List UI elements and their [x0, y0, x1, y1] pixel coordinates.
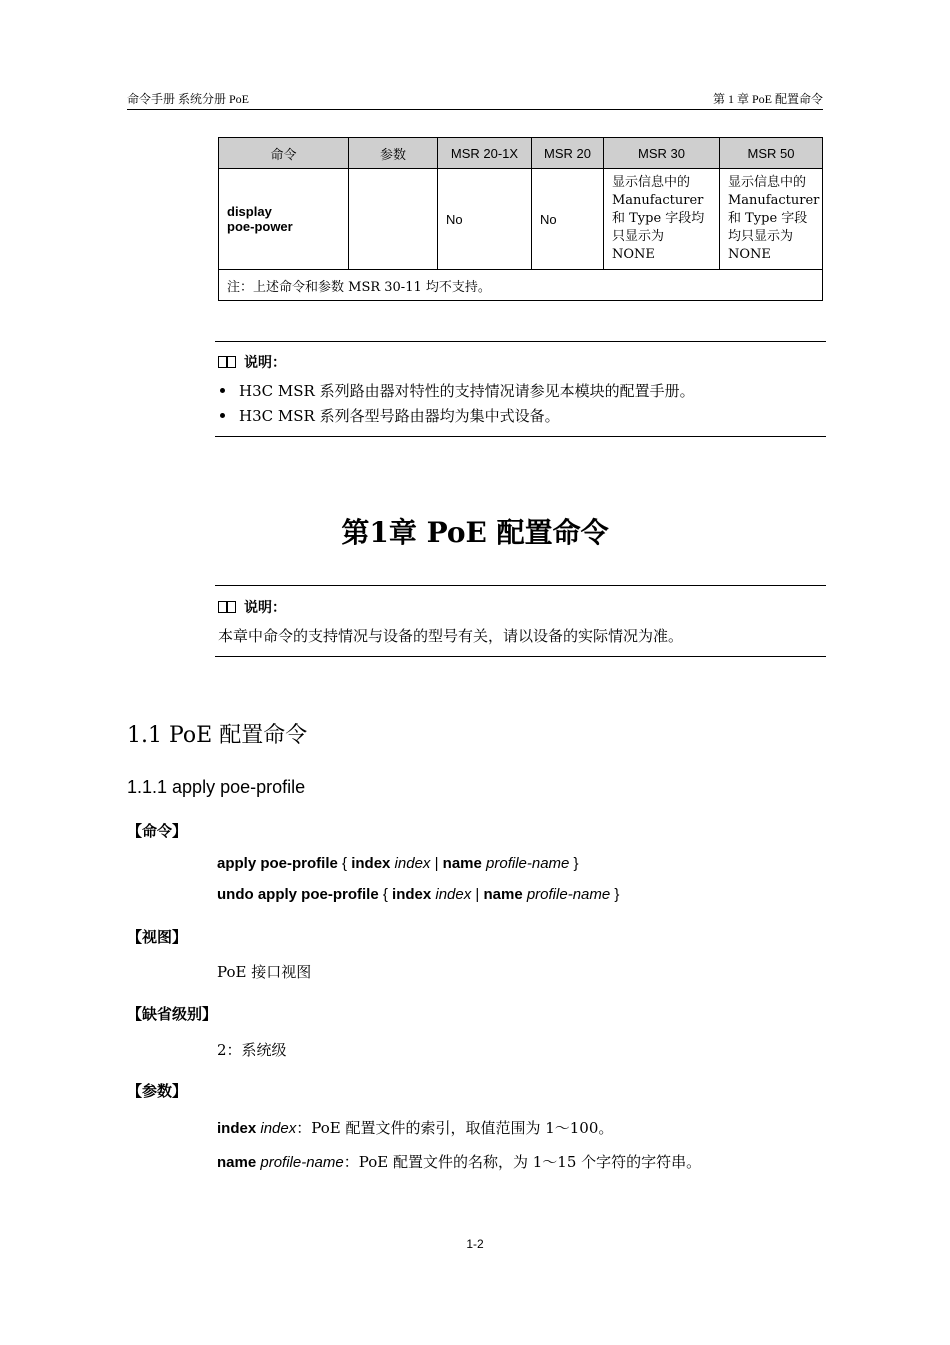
book-icon [218, 601, 236, 613]
header-right: 第 1 章 PoE 配置命令 [712, 92, 823, 106]
syntax-arg: index [431, 886, 472, 903]
header-left: 命令手册 系统分册 PoE [127, 92, 250, 106]
note2-title [218, 597, 286, 617]
col-header-command: 命令 [219, 138, 349, 169]
command-line-1: display [227, 204, 272, 219]
syntax-arg: profile-name [481, 855, 570, 872]
header-divider [127, 109, 823, 110]
level-text: 2：系统级 [217, 1041, 287, 1059]
command-syntax-2 [217, 886, 619, 903]
cell-msr20-1x: No [438, 169, 532, 270]
syntax-keyword: apply poe-profile [217, 855, 338, 872]
syntax-keyword: name [483, 886, 523, 903]
view-label: 【视图】 [127, 928, 188, 946]
view-text: PoE 接口视图 [217, 963, 312, 981]
col-header-msr50: MSR 50 [720, 138, 823, 169]
table-note-row [219, 270, 823, 301]
note2-top-rule [215, 585, 826, 586]
note2-title-text: 说明： [244, 600, 286, 616]
list-item [218, 380, 695, 401]
col-header-msr30: MSR 30 [604, 138, 720, 169]
syntax-brace: } [610, 886, 620, 903]
syntax-brace: { [337, 855, 352, 872]
note1-item-1: H3C MSR 系列路由器对特性的支持情况请参见本模块的配置手册。 [239, 382, 695, 400]
param-index [217, 1117, 613, 1138]
syntax-arg: index [390, 855, 431, 872]
cell-param [349, 169, 438, 270]
command-line-2: poe-power [227, 219, 293, 234]
level-label: 【缺省级别】 [127, 1005, 218, 1023]
param-keyword: index [217, 1120, 257, 1137]
support-table [218, 137, 823, 301]
syntax-keyword: undo apply poe-profile [217, 886, 379, 903]
syntax-brace: { [378, 886, 393, 903]
syntax-sep: | [471, 886, 484, 903]
cell-command [219, 169, 349, 270]
note1-title-text: 说明： [244, 355, 286, 371]
syntax-arg: profile-name [522, 886, 611, 903]
section-heading: 1.1 PoE 配置命令 [127, 723, 308, 748]
param-name [217, 1151, 701, 1172]
col-header-msr20: MSR 20 [532, 138, 604, 169]
bullet-icon [220, 413, 225, 418]
syntax-keyword: name [442, 855, 482, 872]
note2-bottom-rule [215, 656, 826, 657]
param-desc: ：PoE 配置文件的名称，为 1～15 个字符的字符串。 [343, 1153, 702, 1171]
syntax-sep: | [430, 855, 443, 872]
syntax-brace: } [569, 855, 579, 872]
chapter-title: 第1章 PoE 配置命令 [341, 516, 609, 549]
params-label: 【参数】 [127, 1082, 188, 1100]
table-note: 注：上述命令和参数 MSR 30-11 均不支持。 [219, 270, 823, 301]
col-header-msr20-1x: MSR 20-1X [438, 138, 532, 169]
param-arg: profile-name [256, 1154, 344, 1171]
param-arg: index [256, 1120, 297, 1137]
cell-msr20: No [532, 169, 604, 270]
note1-bottom-rule [215, 436, 826, 437]
note1-item-2: H3C MSR 系列各型号路由器均为集中式设备。 [239, 407, 560, 425]
note1-top-rule [215, 341, 826, 342]
command-label: 【命令】 [127, 822, 188, 840]
list-item [218, 405, 560, 426]
param-keyword: name [217, 1154, 257, 1171]
col-header-param: 参数 [349, 138, 438, 169]
table-header-row [219, 138, 823, 169]
param-desc: ：PoE 配置文件的索引，取值范围为 1～100。 [296, 1119, 614, 1137]
note1-title [218, 352, 286, 372]
cell-msr30: 显示信息中的 Manufacturer 和 Type 字段均只显示为 NONE [604, 169, 720, 270]
command-syntax-1 [217, 855, 579, 872]
cell-msr50: 显示信息中的 Manufacturer 和 Type 字段均只显示为 NONE [720, 169, 823, 270]
subsection-heading: 1.1.1 apply poe-profile [127, 777, 306, 797]
table-row [219, 169, 823, 270]
page-number: 1-2 [466, 1237, 484, 1251]
bullet-icon [220, 388, 225, 393]
note2-text: 本章中命令的支持情况与设备的型号有关，请以设备的实际情况为准。 [218, 627, 684, 645]
syntax-keyword: index [351, 855, 391, 872]
syntax-keyword: index [392, 886, 432, 903]
book-icon [218, 356, 236, 368]
